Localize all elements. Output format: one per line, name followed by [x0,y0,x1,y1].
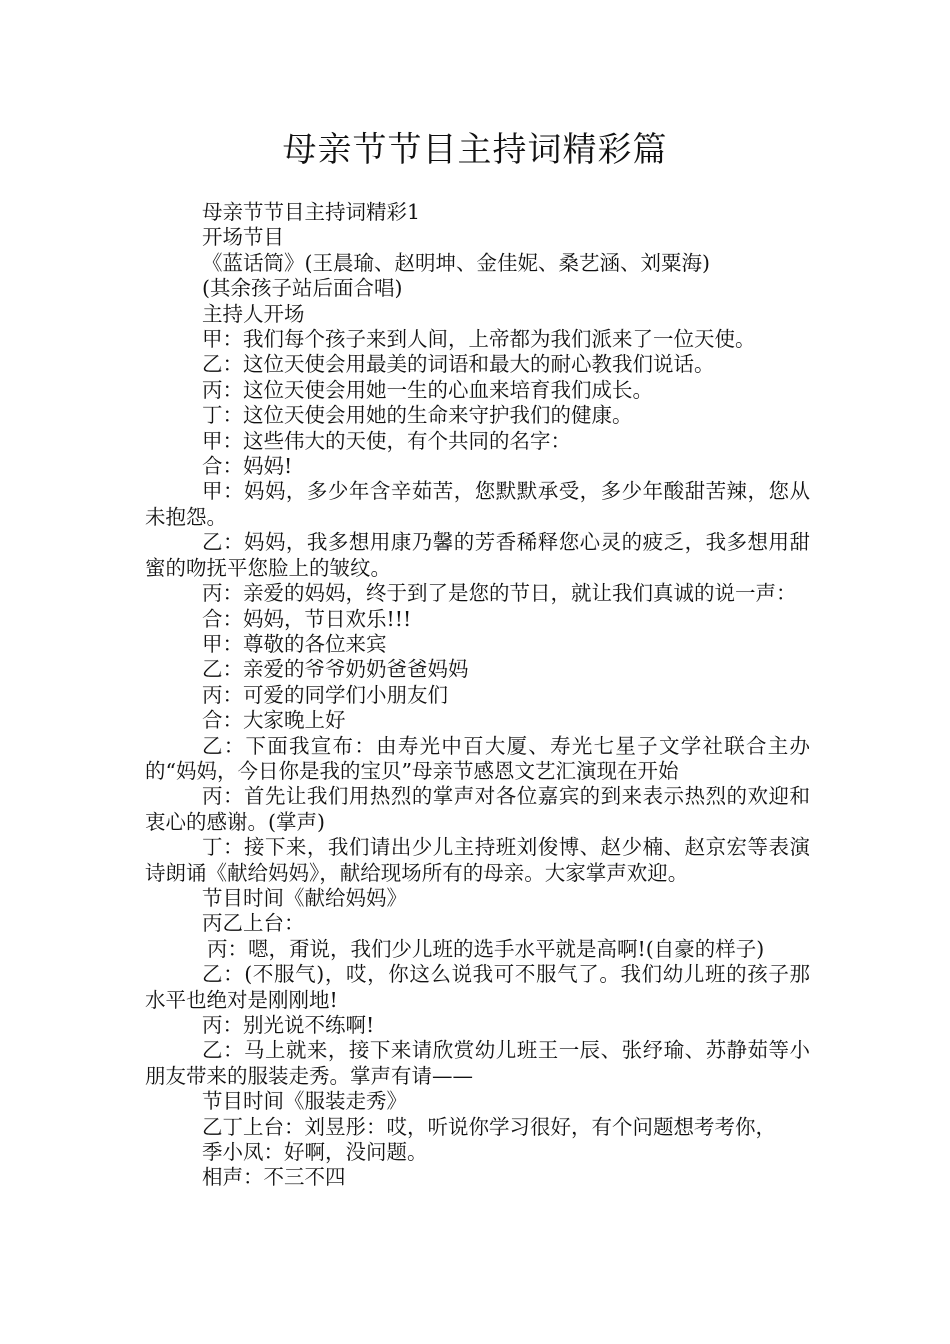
paragraph: 合：大家晚上好 [202,708,346,733]
paragraph: 甲：妈妈，多少年含辛茹苦，您默默承受，多少年酸甜苦辣，您从未抱怨。 [145,479,810,529]
paragraph: 丙乙上台： [202,911,305,936]
paragraph: 丙：可爱的同学们小朋友们 [202,682,448,707]
paragraph: 节目时间《献给妈妈》 [202,885,407,910]
paragraph: 丁：接下来，我们请出少儿主持班刘俊博、赵少楠、赵京宏等表演诗朗诵《献给妈妈》，献给现场所有的母亲。大家掌声欢迎。 [145,835,810,885]
paragraph: 节目时间《服装走秀》 [202,1089,407,1114]
paragraph: 丙：别光说不练啊! [202,1013,375,1037]
paragraph: 季小凤：好啊，没问题。 [202,1140,428,1165]
paragraph: 乙：这位天使会用最美的词语和最大的耐心教我们说话。 [202,352,715,377]
paragraph: 乙：(不服气)，哎，你这么说我可不服气了。我们幼儿班的孩子那水平也绝对是刚刚地! [145,962,810,1012]
paragraph: 合：妈妈，节日欢乐!!! [202,606,412,631]
paragraph: 乙：下面我宣布：由寿光中百大厦、寿光七星子文学社联合主办的“妈妈，今日你是我的宝贝”母亲节感恩文艺汇演现在开始 [145,733,810,783]
paragraph: 乙：亲爱的爷爷奶奶爸爸妈妈 [202,657,469,682]
paragraph: 乙：妈妈，我多想用康乃馨的芳香稀释您心灵的疲乏，我多想用甜蜜的吻抚平您脸上的皱纹。 [145,530,810,580]
paragraph: 乙丁上台：刘昱彤：哎，听说你学习很好，有个问题想考考你， [202,1114,776,1139]
paragraph: 相声：不三不四 [202,1165,346,1190]
paragraph: 开场节目 [202,225,284,250]
paragraph: 甲：这些伟大的天使，有个共同的名字： [202,428,571,453]
paragraph: 丙：这位天使会用她一生的心血来培育我们成长。 [202,377,653,402]
paragraph: (其余孩子站后面合唱) [202,276,403,301]
paragraph: 母亲节节目主持词精彩1 [202,200,421,224]
paragraph: 合：妈妈! [202,454,293,479]
paragraph: 丁：这位天使会用她的生命来守护我们的健康。 [202,403,633,428]
paragraph: 丙：首先让我们用热烈的掌声对各位嘉宾的到来表示热烈的欢迎和衷心的感谢。(掌声) [145,784,810,834]
document-title: 母亲节节目主持词精彩篇 [282,130,668,170]
paragraph: 丙：亲爱的妈妈，终于到了是您的节日，就让我们真诚的说一声： [202,581,797,606]
paragraph: 主持人开场 [202,301,305,326]
paragraph: 甲：我们每个孩子来到人间，上帝都为我们派来了一位天使。 [202,327,756,352]
paragraph: 《蓝话筒》(王晨瑜、赵明坤、金佳妮、桑艺涵、刘粟海) [202,250,710,275]
paragraph: 丙：嗯，甭说，我们少儿班的选手水平就是高啊!(自豪的样子) [207,936,765,961]
paragraph: 甲：尊敬的各位来宾 [202,631,387,656]
paragraph: 乙：马上就来，接下来请欣赏幼儿班王一辰、张纾瑜、苏静茹等小朋友带来的服装走秀。掌声有请—— [145,1038,810,1088]
document-body [145,200,810,1191]
